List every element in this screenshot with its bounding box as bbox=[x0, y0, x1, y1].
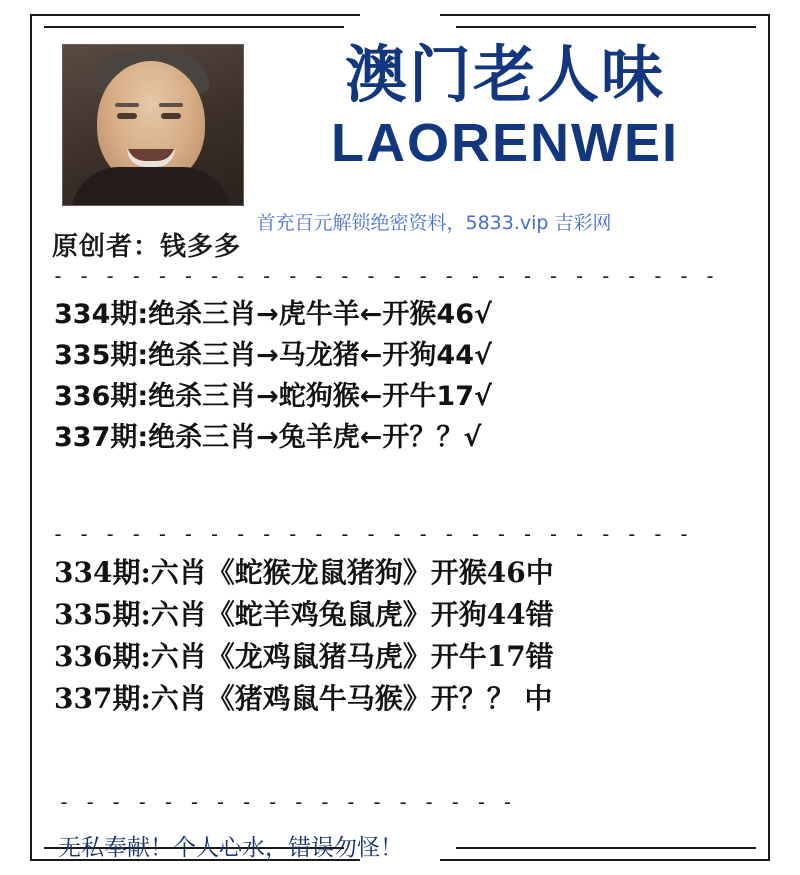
list-item: 335期:绝杀三肖→马龙猪←开狗44√ bbox=[54, 340, 492, 371]
title-group bbox=[260, 38, 750, 174]
frame-right-rule bbox=[768, 14, 770, 861]
frame-top-right-inner-line bbox=[456, 26, 756, 28]
page-title-chinese: 澳门老人味 bbox=[344, 38, 665, 111]
divider-second: - - - - - - - - - - - - - - - - - - - - - - - - - bbox=[52, 522, 692, 546]
list-item: 334期:绝杀三肖→虎牛羊←开猴46√ bbox=[54, 299, 492, 330]
footer-note: 无私奉献！个人心水，错误勿怪！ bbox=[58, 835, 403, 861]
list-item: 335期:六肖《蛇羊鸡兔鼠虎》开狗44错 bbox=[54, 598, 554, 631]
frame-top-left-line bbox=[30, 14, 360, 16]
portrait-shoulders bbox=[71, 167, 231, 206]
list-item: 336期:六肖《龙鸡鼠猪马虎》开牛17错 bbox=[54, 640, 554, 673]
frame-top-left-inner-line bbox=[44, 26, 344, 28]
portrait-eye-right bbox=[161, 113, 181, 119]
portrait-eye-left bbox=[117, 113, 137, 119]
poster-header bbox=[44, 30, 756, 234]
frame-top-right-line bbox=[440, 14, 770, 16]
list-item: 336期:绝杀三肖→蛇狗猴←开牛17√ bbox=[54, 381, 492, 412]
frame-left-rule bbox=[30, 14, 32, 861]
portrait-brow-right bbox=[159, 103, 183, 107]
list-item: 334期:六肖《蛇猴龙鼠猪狗》开猴46中 bbox=[54, 556, 554, 589]
elderly-man-portrait-image bbox=[62, 44, 244, 206]
watermark-text: 首充百元解锁绝密资料，5833.vip 吉彩网 bbox=[256, 212, 612, 234]
author-line: 原创者：钱多多 bbox=[52, 232, 242, 262]
list-item: 337期:六肖《猪鸡鼠牛马猴》开？？ 中 bbox=[54, 682, 553, 715]
section-one-list bbox=[44, 294, 756, 458]
portrait-brow-left bbox=[115, 103, 139, 107]
divider-first: - - - - - - - - - - - - - - - - - - - - - - - - - - bbox=[52, 264, 718, 288]
page-title-english: LAORENWEI bbox=[331, 113, 679, 173]
divider-third: - - - - - - - - - - - - - - - - - - bbox=[58, 790, 515, 814]
poster-content bbox=[44, 30, 756, 861]
list-item: 337期:绝杀三肖→兔羊虎←开？？√ bbox=[54, 422, 482, 453]
section-two-list bbox=[44, 552, 756, 720]
